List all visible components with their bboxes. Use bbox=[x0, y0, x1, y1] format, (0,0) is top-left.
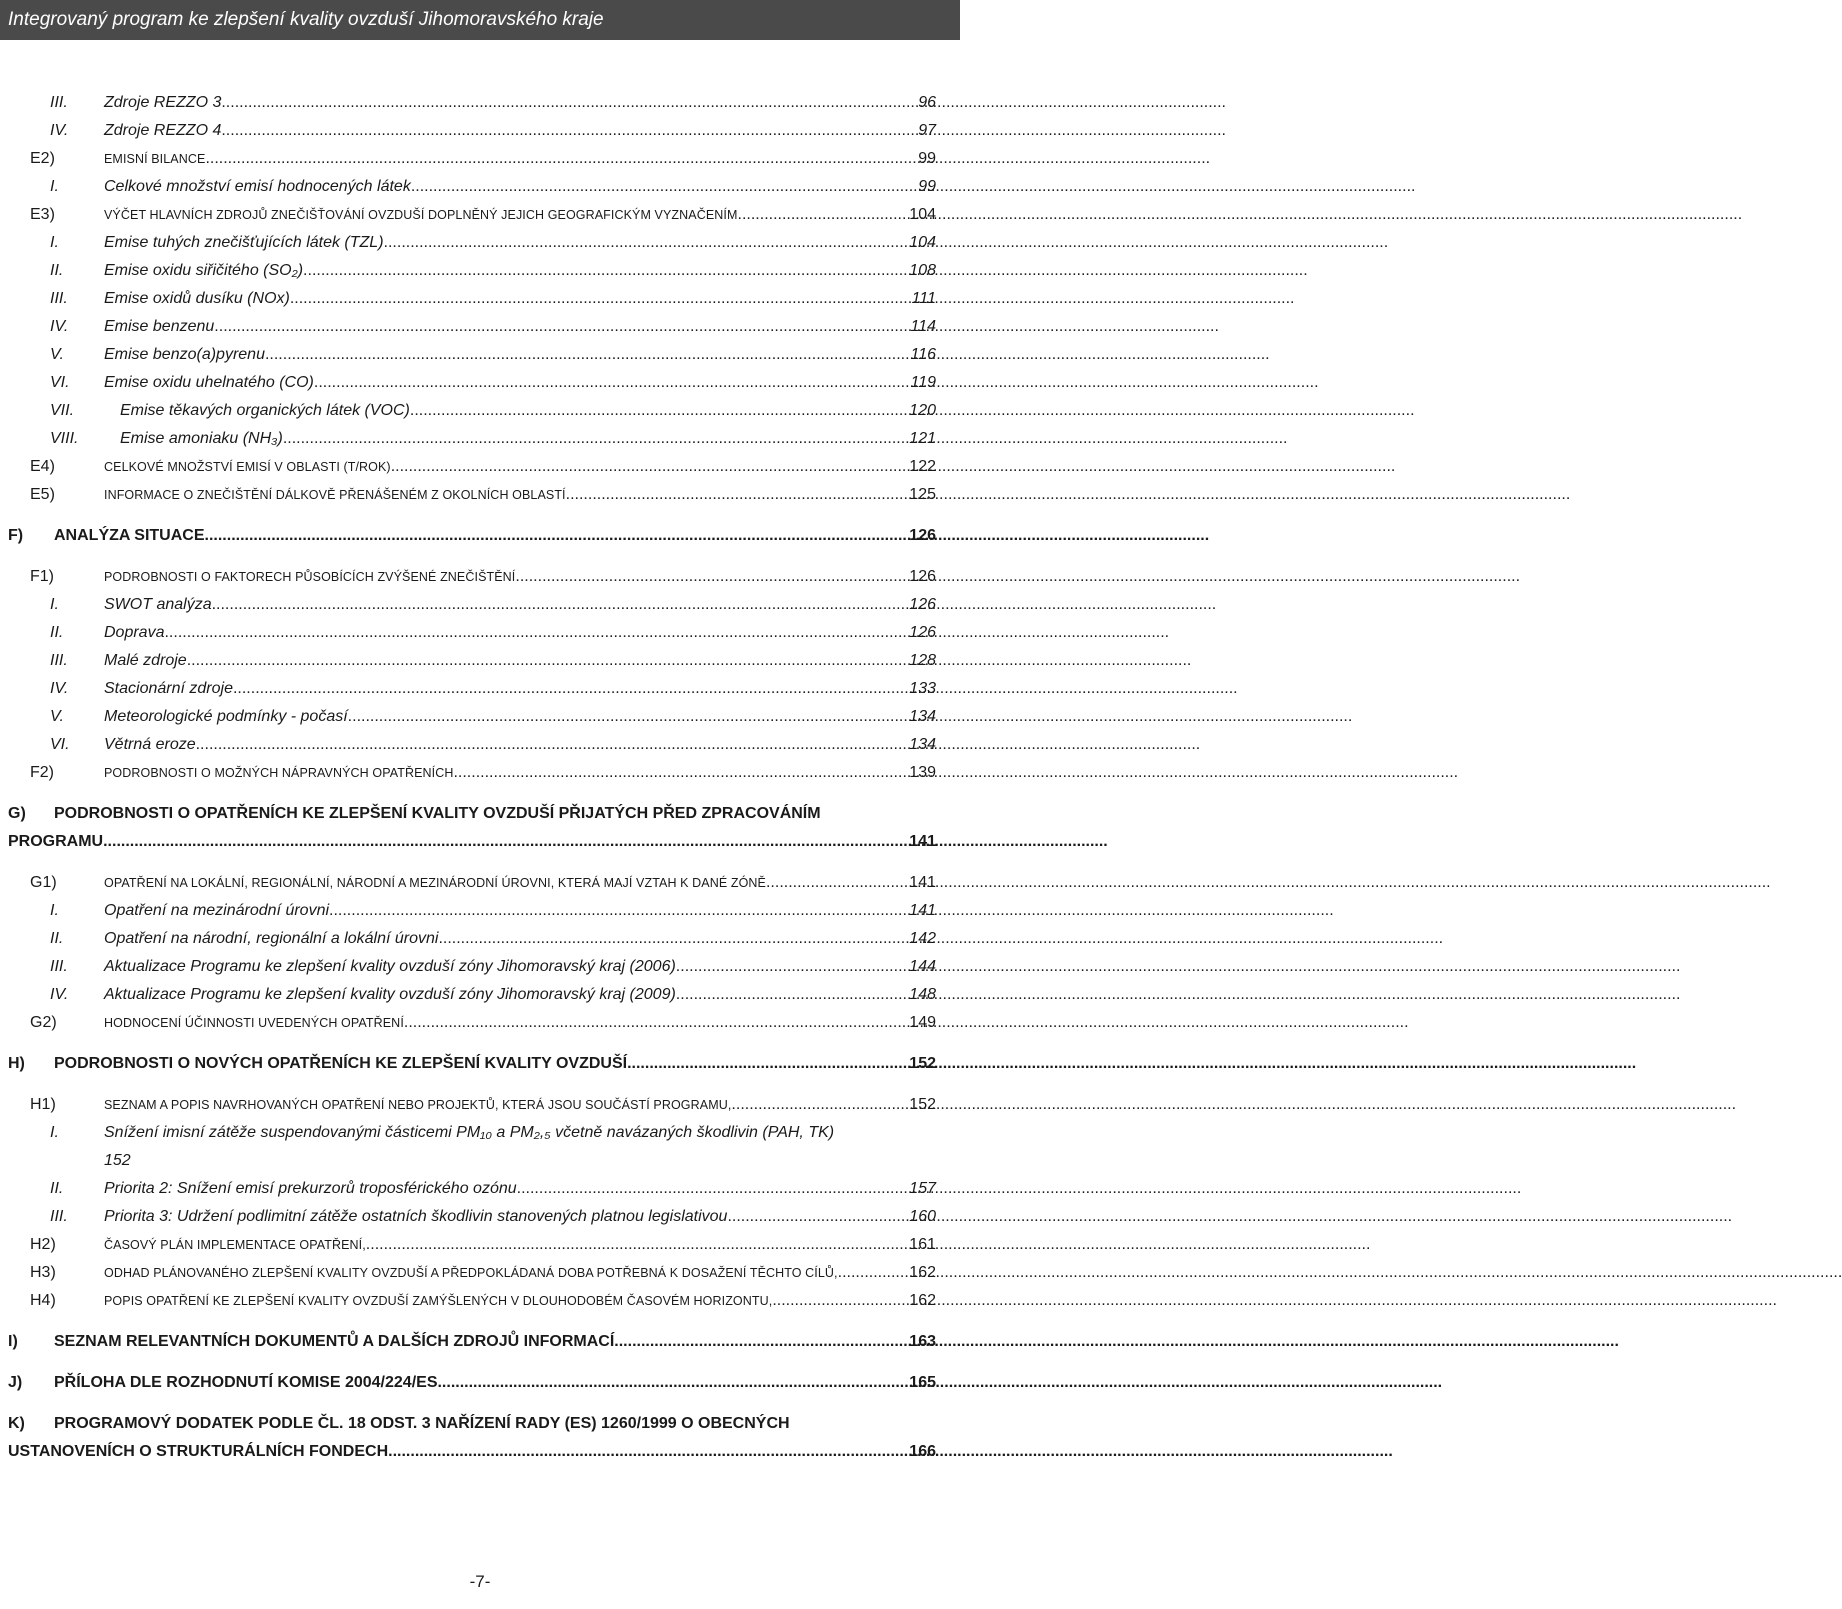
toc-entry-title: SEZNAM RELEVANTNÍCH DOKUMENTŮ A DALŠÍCH ZDROJŮ INFORMACÍ bbox=[54, 1333, 615, 1350]
toc-entry-title: Meteorologické podmínky - počasí bbox=[104, 708, 348, 725]
toc-entry[interactable] bbox=[0, 175, 960, 199]
toc-entry-number: F1) bbox=[30, 568, 54, 585]
toc-entry-page: 104 bbox=[909, 206, 936, 223]
toc-entry-title: CELKOVÉ MNOŽSTVÍ EMISÍ V OBLASTI (T/ROK) bbox=[104, 460, 391, 474]
toc-entry-number: IV. bbox=[50, 680, 69, 697]
dot-leader bbox=[221, 91, 916, 115]
toc-entry-page: 134 bbox=[909, 736, 936, 753]
toc-entry[interactable] bbox=[0, 565, 960, 589]
toc-entry-number: IV. bbox=[50, 318, 69, 335]
toc-entry[interactable] bbox=[0, 1412, 960, 1436]
dot-leader bbox=[453, 761, 907, 785]
toc-entry-title: USTANOVENÍCH O STRUKTURÁLNÍCH FONDECH bbox=[8, 1443, 389, 1460]
toc-entry-title: VÝČET HLAVNÍCH ZDROJŮ ZNEČIŠŤOVÁNÍ OVZDUŠÍ DOPLNĚNÝ JEJICH GEOGRAFICKÝM VYZNAČENÍM bbox=[104, 208, 738, 222]
toc-entry-number: VI. bbox=[50, 374, 70, 391]
toc-entry-page: 99 bbox=[918, 178, 936, 195]
toc-entry-page: 128 bbox=[909, 652, 936, 669]
toc-entry-title: Emise oxidu uhelnatého (CO) bbox=[104, 374, 314, 391]
toc-entry[interactable] bbox=[0, 1121, 960, 1145]
toc-entry-title: Doprava bbox=[104, 624, 165, 641]
toc-entry-page: 152 bbox=[909, 1096, 936, 1113]
dot-leader bbox=[566, 483, 908, 507]
toc-entry[interactable] bbox=[0, 871, 960, 895]
toc-entry-title: Priorita 2: Snížení emisí prekurzorů troposférického ozónu bbox=[104, 1180, 517, 1197]
toc-entry-title: EMISNÍ BILANCE bbox=[104, 152, 206, 166]
dot-leader bbox=[410, 399, 907, 423]
toc-entry-number: E5) bbox=[30, 486, 55, 503]
toc-entry-title: Snížení imisní zátěže suspendovanými částicemi PM₁₀ a PM₂,₅ včetně navázaných škodlivin (PAH, TK) bbox=[104, 1124, 835, 1141]
dot-leader bbox=[838, 1261, 908, 1285]
toc-entry-title: Celkové množství emisí hodnocených látek bbox=[104, 178, 411, 195]
toc-entry-page: 148 bbox=[909, 986, 936, 1003]
toc-entry-number: E2) bbox=[30, 150, 55, 167]
toc-entry[interactable] bbox=[0, 733, 960, 757]
toc-entry[interactable] bbox=[0, 899, 960, 923]
toc-entry-title: Aktualizace Programu ke zlepšení kvality ovzduší zóny Jihomoravský kraj (2006) bbox=[104, 958, 676, 975]
toc-entry-title: Stacionární zdroje bbox=[104, 680, 233, 697]
dot-leader bbox=[738, 203, 908, 227]
dot-leader bbox=[212, 593, 908, 617]
toc-entry[interactable] bbox=[0, 1330, 960, 1354]
toc-entry-number: II. bbox=[50, 930, 64, 947]
dot-leader bbox=[164, 621, 907, 645]
toc-entry[interactable] bbox=[0, 455, 960, 479]
toc-entry-title: Emise oxidu siřičitého (SO₂) bbox=[104, 262, 304, 279]
dot-leader bbox=[772, 1289, 907, 1313]
dot-leader bbox=[632, 1052, 908, 1076]
toc-entry-number: H1) bbox=[30, 1096, 56, 1113]
dot-leader bbox=[205, 147, 916, 171]
dot-leader bbox=[265, 343, 909, 367]
toc-entry-title: Malé zdroje bbox=[104, 652, 187, 669]
toc-entry[interactable] bbox=[0, 91, 960, 115]
dot-leader bbox=[388, 1440, 907, 1464]
toc-entry-page: 108 bbox=[909, 262, 936, 279]
toc-entry[interactable] bbox=[0, 524, 960, 548]
toc-entry[interactable] bbox=[0, 1261, 960, 1285]
toc-entry[interactable] bbox=[0, 1052, 960, 1076]
toc-entry-number: III. bbox=[50, 290, 68, 307]
toc-entry-page: 163 bbox=[909, 1333, 936, 1350]
toc-entry-title: PROGRAMU bbox=[8, 833, 104, 850]
dot-leader bbox=[366, 1233, 908, 1257]
toc-entry-number: H2) bbox=[30, 1236, 56, 1253]
toc-entry-title: Aktualizace Programu ke zlepšení kvality ovzduší zóny Jihomoravský kraj (2009) bbox=[104, 986, 676, 1003]
toc-entry-title: Opatření na mezinárodní úrovni bbox=[104, 902, 330, 919]
dot-leader bbox=[411, 175, 916, 199]
toc-entry-page: 120 bbox=[909, 402, 936, 419]
toc-entry-page: 141 bbox=[909, 833, 936, 850]
dot-leader bbox=[438, 927, 907, 951]
toc-entry-title: PODROBNOSTI O FAKTORECH PŮSOBÍCÍCH ZVÝŠENÉ ZNEČIŠTĚNÍ bbox=[104, 570, 516, 584]
toc-entry[interactable] bbox=[0, 1149, 960, 1173]
toc-entry-number: F) bbox=[8, 527, 24, 544]
toc-entry[interactable] bbox=[0, 343, 960, 367]
toc-entry[interactable] bbox=[0, 1205, 960, 1229]
toc-entry[interactable] bbox=[0, 761, 960, 785]
toc-entry[interactable] bbox=[0, 119, 960, 143]
toc-entry-number: VIII. bbox=[50, 430, 79, 447]
toc-entry-page: 142 bbox=[909, 930, 936, 947]
toc-entry-title: ANALÝZA SITUACE bbox=[54, 527, 205, 544]
toc-entry-page: 152 bbox=[909, 1055, 936, 1072]
toc-entry[interactable] bbox=[0, 593, 960, 617]
toc-entry-title: Priorita 3: Udržení podlimitní zátěže ostatních škodlivin stanovených platnou legislativou bbox=[104, 1208, 728, 1225]
toc-entry-title: Opatření na národní, regionální a lokální úrovni bbox=[104, 930, 439, 947]
toc-entry-number: VI. bbox=[50, 736, 70, 753]
toc-entry[interactable] bbox=[0, 315, 960, 339]
toc-entry-page: 166 bbox=[909, 1443, 936, 1460]
toc-entry-page: 133 bbox=[909, 680, 936, 697]
toc-entry[interactable] bbox=[0, 983, 960, 1007]
toc-entry[interactable] bbox=[0, 649, 960, 673]
dot-leader bbox=[187, 649, 908, 673]
document-header bbox=[0, 0, 960, 40]
toc-entry-page: 125 bbox=[909, 486, 936, 503]
dot-leader bbox=[766, 871, 907, 895]
toc-entry-page: 111 bbox=[911, 290, 936, 307]
dot-leader bbox=[314, 371, 909, 395]
toc-entry-title: Emise amoniaku (NH₃) bbox=[120, 430, 283, 447]
toc-entry-number: G2) bbox=[30, 1014, 57, 1031]
toc-entry-title: Větrná eroze bbox=[104, 736, 196, 753]
toc-entry-page: 116 bbox=[910, 346, 936, 363]
toc-entry-title: ČASOVÝ PLÁN IMPLEMENTACE OPATŘENÍ, bbox=[104, 1238, 366, 1252]
toc-entry-number: I. bbox=[50, 1124, 59, 1141]
toc-entry-page: 99 bbox=[918, 150, 936, 167]
toc-entry-page: 104 bbox=[909, 234, 936, 251]
toc-entry[interactable] bbox=[0, 677, 960, 701]
toc-entry[interactable] bbox=[0, 1093, 960, 1117]
toc-entry-title: 152 bbox=[104, 1152, 131, 1169]
toc-entry-number: K) bbox=[8, 1415, 25, 1432]
toc-entry-title: Zdroje REZZO 3 bbox=[104, 94, 222, 111]
toc-entry-number: I) bbox=[8, 1333, 18, 1350]
toc-entry-number: J) bbox=[8, 1374, 23, 1391]
toc-entry-number: II. bbox=[50, 624, 64, 641]
toc-entry[interactable] bbox=[0, 1233, 960, 1257]
dot-leader bbox=[290, 287, 910, 311]
toc-entry-page: 126 bbox=[909, 568, 936, 585]
toc-entry-number: III. bbox=[50, 1208, 68, 1225]
toc-entry-title: HODNOCENÍ ÚČINNOSTI UVEDENÝCH OPATŘENÍ bbox=[104, 1016, 404, 1030]
toc-entry-number: IV. bbox=[50, 986, 69, 1003]
toc-entry[interactable] bbox=[0, 203, 960, 227]
toc-entry-number: I. bbox=[50, 902, 59, 919]
toc-entry-page: 144 bbox=[909, 958, 936, 975]
toc-entry-number: II. bbox=[50, 262, 64, 279]
toc-entry-number: G) bbox=[8, 805, 26, 822]
toc-entry[interactable] bbox=[0, 1289, 960, 1313]
toc-entry-title: Emise oxidů dusíku (NOx) bbox=[104, 290, 290, 307]
toc-entry-title: Zdroje REZZO 4 bbox=[104, 122, 222, 139]
dot-leader bbox=[196, 733, 908, 757]
toc-entry-title: Emise těkavých organických látek (VOC) bbox=[120, 402, 410, 419]
toc-entry[interactable] bbox=[0, 427, 960, 451]
toc-entry-page: 114 bbox=[910, 318, 936, 335]
dot-leader bbox=[348, 705, 908, 729]
dot-leader bbox=[205, 524, 908, 548]
toc-entry-page: 165 bbox=[909, 1374, 936, 1391]
toc-entry[interactable] bbox=[0, 259, 960, 283]
toc-entry-title: PROGRAMOVÝ DODATEK PODLE ČL. 18 ODST. 3 NAŘÍZENÍ RADY (ES) 1260/1999 O OBECNÝCH bbox=[54, 1415, 790, 1432]
dot-leader bbox=[283, 427, 907, 451]
toc-entry[interactable] bbox=[0, 147, 960, 171]
dot-leader bbox=[384, 231, 908, 255]
toc-entry-title: Emise benzenu bbox=[104, 318, 215, 335]
toc-entry-page: 149 bbox=[909, 1014, 936, 1031]
toc-entry-page: 126 bbox=[909, 527, 936, 544]
dot-leader bbox=[233, 677, 907, 701]
dot-leader bbox=[221, 119, 916, 143]
toc-entry-page: 141 bbox=[909, 874, 936, 891]
toc-entry-page: 96 bbox=[918, 94, 936, 111]
toc-entry-number: I. bbox=[50, 234, 59, 251]
toc-entry-number: I. bbox=[50, 596, 59, 613]
dot-leader bbox=[391, 455, 908, 479]
toc-entry-number: II. bbox=[50, 1180, 64, 1197]
toc-entry-number: III. bbox=[50, 652, 68, 669]
toc-entry-title: PŘÍLOHA DLE ROZHODNUTÍ KOMISE 2004/224/ES bbox=[54, 1374, 438, 1391]
toc-entry-title: Emise benzo(a)pyrenu bbox=[104, 346, 265, 363]
toc-entry-page: 160 bbox=[909, 1208, 936, 1225]
toc-entry-page: 161 bbox=[909, 1236, 936, 1253]
toc-entry-page: 141 bbox=[909, 902, 936, 919]
toc-entry-number: III. bbox=[50, 958, 68, 975]
toc-entry[interactable] bbox=[0, 1371, 960, 1395]
toc-entry-number: IV. bbox=[50, 122, 69, 139]
toc-entry[interactable] bbox=[0, 621, 960, 645]
toc-entry[interactable] bbox=[0, 231, 960, 255]
dot-leader bbox=[676, 983, 908, 1007]
dot-leader bbox=[727, 1205, 907, 1229]
toc-entry[interactable] bbox=[0, 1440, 960, 1464]
page-number: -7- bbox=[469, 1572, 491, 1591]
toc-entry-title: PODROBNOSTI O NOVÝCH OPATŘENÍCH KE ZLEPŠENÍ KVALITY OVZDUŠÍ. bbox=[54, 1055, 632, 1072]
toc-entry-number: E4) bbox=[30, 458, 55, 475]
toc-entry-number: III. bbox=[50, 94, 68, 111]
toc-entry[interactable] bbox=[0, 927, 960, 951]
toc-entry-page: 126 bbox=[909, 596, 936, 613]
dot-leader bbox=[614, 1330, 907, 1354]
dot-leader bbox=[515, 565, 907, 589]
dot-leader bbox=[329, 899, 907, 923]
dot-leader bbox=[731, 1093, 907, 1117]
toc-entry-number: G1) bbox=[30, 874, 57, 891]
toc-entry[interactable] bbox=[0, 371, 960, 395]
toc-entry[interactable] bbox=[0, 955, 960, 979]
toc-entry[interactable] bbox=[0, 1011, 960, 1035]
toc-entry-title: Emise tuhých znečišťujících látek (TZL) bbox=[104, 234, 384, 251]
toc-entry-number: E3) bbox=[30, 206, 55, 223]
toc-entry-page: 162 bbox=[909, 1264, 936, 1281]
dot-leader bbox=[303, 259, 907, 283]
toc-entry[interactable] bbox=[0, 1177, 960, 1201]
dot-leader bbox=[517, 1177, 908, 1201]
toc-entry-number: V. bbox=[50, 708, 64, 725]
toc-entry-title: POPIS OPATŘENÍ KE ZLEPŠENÍ KVALITY OVZDUŠÍ ZAMÝŠLENÝCH V DLOUHODOBÉM ČASOVÉM HORIZONTU, bbox=[104, 1294, 773, 1308]
document-title: Integrovaný program ke zlepšení kvality ovzduší Jihomoravského kraje bbox=[8, 9, 604, 30]
toc-entry[interactable] bbox=[0, 802, 960, 826]
dot-leader bbox=[103, 830, 907, 854]
toc-entry-title: OPATŘENÍ NA LOKÁLNÍ, REGIONÁLNÍ, NÁRODNÍ A MEZINÁRODNÍ ÚROVNI, KTERÁ MAJÍ VZTAH K DANÉ ZÓNĚ bbox=[104, 876, 766, 890]
toc-entry-title: PODROBNOSTI O MOŽNÝCH NÁPRAVNÝCH OPATŘENÍCH bbox=[104, 766, 454, 780]
toc-entry[interactable] bbox=[0, 830, 960, 854]
toc-entry[interactable] bbox=[0, 287, 960, 311]
toc-entry-title: SEZNAM A POPIS NAVRHOVANÝCH OPATŘENÍ NEBO PROJEKTŮ, KTERÁ JSOU SOUČÁSTÍ PROGRAMU, bbox=[104, 1098, 732, 1112]
toc-entry-title: INFORMACE O ZNEČIŠTĚNÍ DÁLKOVĚ PŘENÁŠENÉM Z OKOLNÍCH OBLASTÍ bbox=[104, 488, 566, 502]
toc-entry[interactable] bbox=[0, 399, 960, 423]
toc-entry-number: I. bbox=[50, 178, 59, 195]
toc-entry-number: F2) bbox=[30, 764, 54, 781]
toc-entry-number: V. bbox=[50, 346, 64, 363]
toc-entry-page: 122 bbox=[909, 458, 936, 475]
toc-entry-number: H3) bbox=[30, 1264, 56, 1281]
toc-entry-page: 126 bbox=[909, 624, 936, 641]
toc-entry-page: 97 bbox=[918, 122, 936, 139]
dot-leader bbox=[404, 1011, 907, 1035]
toc-entry-number: VII. bbox=[50, 402, 75, 419]
toc-entry-page: 134 bbox=[909, 708, 936, 725]
dot-leader bbox=[437, 1371, 907, 1395]
dot-leader bbox=[214, 315, 908, 339]
dot-leader bbox=[676, 955, 908, 979]
toc-entry-title: PODROBNOSTI O OPATŘENÍCH KE ZLEPŠENÍ KVALITY OVZDUŠÍ PŘIJATÝCH PŘED ZPRACOVÁNÍM bbox=[54, 805, 821, 822]
toc-entry-page: 119 bbox=[910, 374, 936, 391]
toc-entry-page: 157 bbox=[909, 1180, 936, 1197]
toc-entry-title: SWOT analýza bbox=[104, 596, 212, 613]
toc-entry[interactable] bbox=[0, 705, 960, 729]
toc-entry[interactable] bbox=[0, 483, 960, 507]
toc-entry-number: H) bbox=[8, 1055, 25, 1072]
toc-entry-page: 121 bbox=[909, 430, 936, 447]
toc-entry-title: ODHAD PLÁNOVANÉHO ZLEPŠENÍ KVALITY OVZDUŠÍ A PŘEDPOKLÁDANÁ DOBA POTŘEBNÁ K DOSAŽENÍ TĚCHTO CÍLŮ, bbox=[104, 1266, 838, 1280]
toc-entry-number: H4) bbox=[30, 1292, 56, 1309]
toc-entry-page: 139 bbox=[909, 764, 936, 781]
toc-entry-page: 162 bbox=[909, 1292, 936, 1309]
